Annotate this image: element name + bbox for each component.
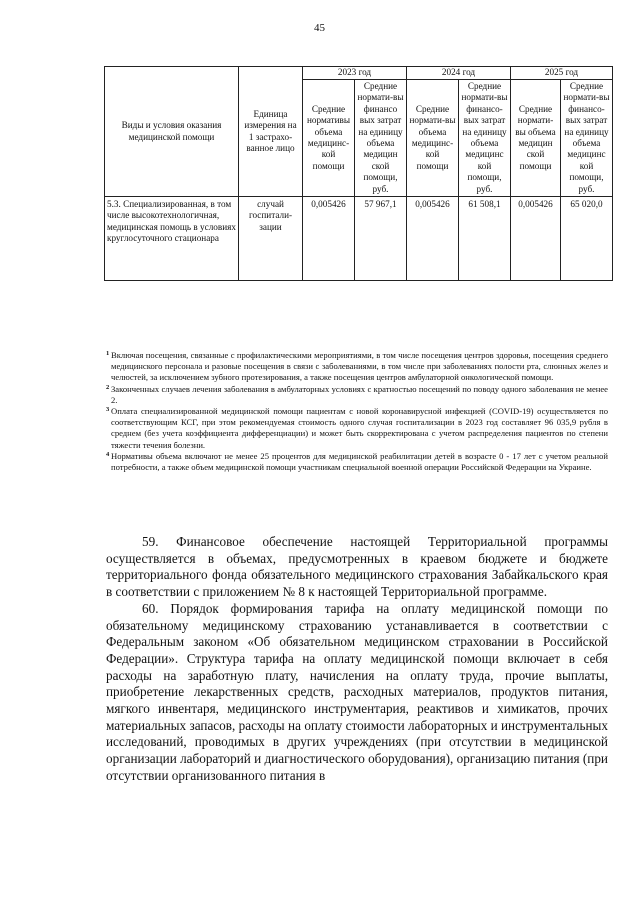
cell-value: 0,005426	[303, 197, 355, 281]
cell-type: 5.3. Специализированная, в том числе высокотехнологичная, медицинская помощь в условиях круглосуточного стационара	[105, 197, 239, 281]
table-header-row	[105, 67, 613, 80]
header-volume: Средние нормативы объема медицинс-кой помощи	[303, 80, 355, 197]
header-year: 2025 год	[511, 67, 613, 80]
header-cost: Средние нормати-вы финансо-вых затрат на единицу объема медицинс кой помощи, руб.	[561, 80, 613, 197]
cell-value: 0,005426	[407, 197, 459, 281]
footnote-text: Законченных случаев лечения заболевания в амбулаторных условиях с кратностью посещений по поводу одного заболевания не менее 2.	[111, 383, 608, 405]
footnotes	[106, 350, 608, 473]
norms-table	[104, 66, 613, 281]
header-volume: Средние нормати-вы объема медицин ской помощи	[511, 80, 561, 197]
paragraph: 60. Порядок формирования тарифа на оплату медицинской помощи по обязательному медицинскому страхованию устанавливается в соответствии с Федеральным законом «Об обязательном медицинском страховании в Российской Федерации». Структура тарифа на оплату медицинской помощи включает в себя расходы на заработную плату, начисления на оплату труда, прочие выплаты, приобретение лекарственных средств, расходных материалов, продуктов питания, мягкого инвентаря, медицинского инструментария, реактивов и химикатов, прочих материальных запасов, расходы на оплату стоимости лабораторных и инструментальных исследований, проводимых в других учреждениях (при отсутствии в медицинской организации лабораторий и диагностического оборудования), организацию питания (при отсутствии организованного питания в	[106, 600, 608, 783]
header-type: Виды и условия оказания медицинской помощи	[105, 67, 239, 197]
cell-value: 0,005426	[511, 197, 561, 281]
page-number: 45	[314, 22, 325, 34]
paragraph: 59. Финансовое обеспечение настоящей Территориальной программы осуществляется в объемах, предусмотренных в краевом бюджете и бюджете территориального фонда обязательного медицинского страхования Забайкальского края в соответствии с приложением № 8 к настоящей Территориальной программе.	[106, 534, 608, 600]
footnote-text: Оплата специализированной медицинской помощи пациентам с новой коронавирусной инфекцией (COVID-19) осуществляется по соответствующим КСГ, при этом рекомендуемая стоимость одного случая госпитализации в 2023 год составляет 96 035,9 рубля в среднем (без учета коэффициента дифференциации) и может быть скорректирована с учетом распределения пациентов по степени тяжести течения болезни.	[111, 406, 608, 450]
cell-value: 65 020,0	[561, 197, 613, 281]
footnote-mark: 4	[106, 450, 110, 458]
footnote	[106, 384, 608, 406]
main-text	[106, 534, 608, 785]
header-volume: Средние нормати-вы объема медицинс-кой помощи	[407, 80, 459, 197]
cell-value: 57 967,1	[355, 197, 407, 281]
footnote-mark: 1	[106, 350, 110, 357]
footnote	[106, 350, 608, 384]
cell-unit: случай госпитали-зации	[239, 197, 303, 281]
footnote	[106, 451, 608, 473]
header-cost: Средние нормати-вы финансо вых затрат на единицу объема медицин ской помощи, руб.	[355, 80, 407, 197]
table-row	[105, 197, 613, 281]
header-cost: Средние нормати-вы финансо-вых затрат на единицу объема медицинс кой помощи, руб.	[459, 80, 511, 197]
footnote	[106, 406, 608, 451]
header-year: 2024 год	[407, 67, 511, 80]
footnote-text: Включая посещения, связанные с профилактическими мероприятиями, в том числе посещения центров здоровья, посещения среднего медицинского персонала и разовые посещения в связи с заболеваниями, в том числе при заболеваниях полости рта, слюнных желез и челюстей, за исключением зубного протезирования, а также посещения центров амбулаторной онкологической помощи.	[111, 350, 608, 383]
header-unit: Единица измерения на 1 застрахо-ванное лицо	[239, 67, 303, 197]
cell-value: 61 508,1	[459, 197, 511, 281]
footnote-mark: 2	[106, 383, 110, 391]
header-year: 2023 год	[303, 67, 407, 80]
footnote-mark: 3	[106, 406, 110, 414]
footnote-text: Нормативы объема включают не менее 25 процентов для медицинской реабилитации детей в возрасте 0 - 17 лет с учетом реальной потребности, а также объем медицинской помощи участникам специальной военной операции Российской Федерации на Украине.	[111, 450, 608, 473]
